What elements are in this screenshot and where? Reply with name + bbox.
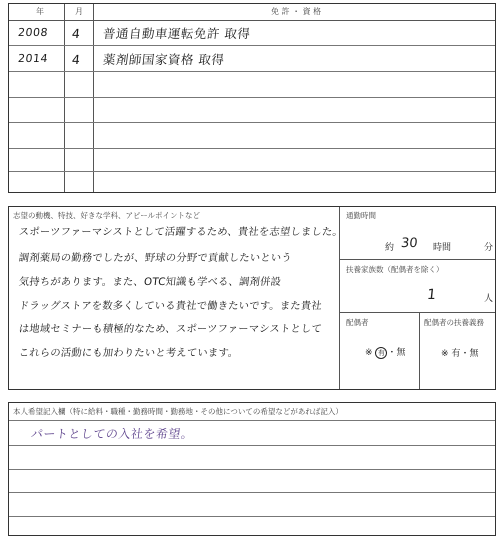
license-month: 4: [71, 52, 82, 67]
dependents-value: 1: [426, 287, 437, 303]
separator: ・: [460, 349, 470, 359]
spouse-none: 無: [396, 348, 406, 358]
motive-box: [9, 207, 344, 389]
wishes-label: 本人希望記入欄（特に給料・職種・勤務時間・勤務地・その他についての希望などがあれば記入）: [13, 407, 343, 416]
motive-line: スポーツファーマシストとして活躍するため、貴社を志望しました。: [18, 226, 344, 238]
motive-line: ドラッグストアを数多くしている貴社で働きたいです。また貴社: [18, 300, 323, 312]
row-divider: [9, 492, 495, 493]
commute-minutes-unit: 分: [484, 243, 494, 253]
spouse-choice: [365, 345, 405, 359]
commute-value: 30: [400, 236, 419, 251]
spouse-support-none: 無: [469, 349, 479, 359]
spouse-support-label: 配偶者の扶養義務: [424, 318, 484, 327]
note-mark: ※: [441, 349, 449, 359]
cell-divider: [340, 259, 495, 260]
row-divider: [9, 97, 495, 98]
month-column-divider: [93, 4, 94, 192]
wishes-section: [8, 402, 496, 536]
row-divider: [9, 71, 495, 72]
motive-line: は地域セミナーも積極的なため、スポーツファーマシストとして: [18, 323, 323, 335]
license-year: 2014: [17, 52, 49, 65]
license-item: 薬剤師国家資格 取得: [102, 52, 226, 67]
month-header: 月: [75, 7, 83, 16]
row-divider: [9, 516, 495, 517]
row-divider: [9, 469, 495, 470]
motive-line: 調剤薬局の勤務でしたが、野球の分野で貢献したいという: [18, 252, 293, 264]
spouse-label: 配偶者: [346, 318, 369, 327]
dependents-label: 扶養家族数（配偶者を除く）: [346, 265, 444, 274]
commute-approx: 約: [385, 243, 395, 253]
motive-line: これらの活動にも加わりたいと考えています。: [18, 347, 240, 359]
license-item-header: 免 許 ・ 資 格: [271, 7, 322, 16]
row-divider: [9, 171, 495, 172]
wishes-text: パートとしての入社を希望。: [30, 427, 195, 441]
motive-section: [8, 206, 496, 390]
license-year: 2008: [17, 26, 49, 39]
spouse-divider: [419, 312, 420, 389]
license-month: 4: [71, 26, 82, 41]
commute-label: 通勤時間: [346, 211, 376, 220]
license-table-header: [9, 4, 495, 21]
separator: ・: [387, 348, 397, 358]
motive-label: 志望の動機、特技、好きな学科、アピールポイントなど: [13, 211, 201, 220]
spouse-support-has: 有: [451, 349, 461, 359]
row-divider: [9, 148, 495, 149]
row-divider: [9, 45, 495, 46]
spouse-support-choice: [441, 346, 478, 359]
cell-divider: [340, 312, 495, 313]
year-column-divider: [64, 4, 65, 192]
year-header: 年: [36, 7, 44, 16]
row-divider: [9, 420, 495, 421]
motive-line: 気持ちがあります。また、OTC知識も学べる、調剤併設: [18, 276, 282, 288]
note-mark: ※: [365, 348, 373, 358]
row-divider: [9, 445, 495, 446]
dependents-unit: 人: [484, 294, 494, 304]
spouse-has-circled: 有: [375, 347, 387, 359]
row-divider: [9, 122, 495, 123]
license-item: 普通自動車運転免許 取得: [102, 26, 252, 41]
commute-hours-unit: 時間: [433, 243, 452, 253]
license-table: [8, 3, 496, 193]
